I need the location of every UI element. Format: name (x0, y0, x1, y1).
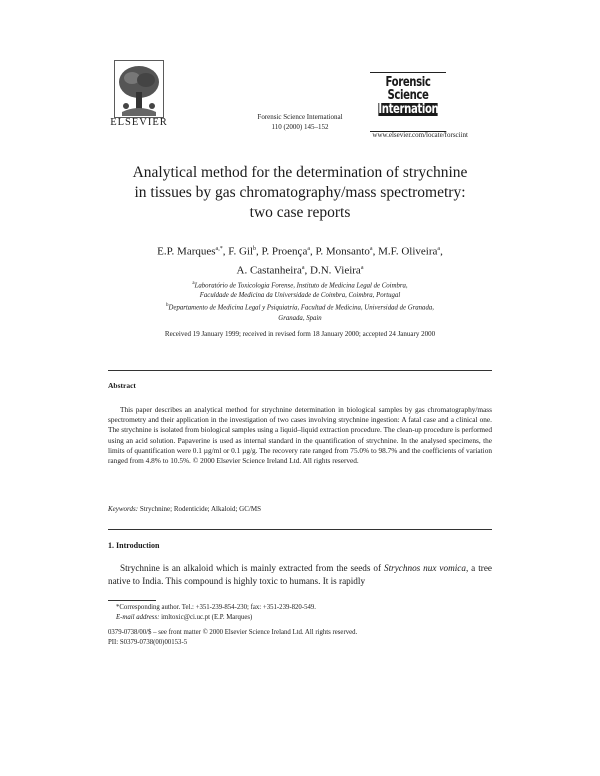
divider-top (108, 370, 492, 371)
footnote-rule (108, 600, 156, 601)
email-note: E-mail address: imltoxic@ci.uc.pt (E.P. Marques) (116, 614, 253, 621)
divider-bottom (108, 529, 492, 530)
affiliation-b-line-1: $^b$Departamento de Medicina Legal y Psiquiatría, Facultad de Medicina, Universidad de Granada, (166, 303, 434, 312)
title-line-3: two case reports (249, 204, 351, 221)
corresponding-author-note: *Corresponding author. Tel.: +351-239-854-230; fax: +351-239-820-549. (116, 604, 316, 611)
affiliation-a-line-2: Faculdade de Medicina da Universidade de Coimbra, Coimbra, Portugal (199, 292, 401, 300)
affiliation-b-line-2: Granada, Spain (278, 314, 322, 322)
copyright-block (108, 628, 492, 648)
elsevier-logo (108, 60, 170, 132)
pii-line: PII: S0379-0738(00)00153-5 (108, 639, 188, 646)
affiliation-a-line-1: $^a$Laboratório de Toxicologia Forense, Instituto de Medicina Legal de Coimbra, (192, 281, 408, 290)
keywords-label: Keywords: (108, 505, 139, 513)
article-title (90, 163, 510, 223)
journal-url[interactable]: www.elsevier.com/locate/forsciint (372, 131, 468, 139)
publisher-name: ELSEVIER (110, 117, 168, 128)
issn-line: 0379-0738/00/$ – see front matter © 2000 Elsevier Science Ireland Ltd. All rights reserved. (108, 629, 358, 636)
keywords (108, 505, 492, 513)
section-heading-introduction: 1. Introduction (108, 541, 160, 550)
email-address[interactable]: imltoxic@ci.uc.pt (E.P. Marques) (161, 614, 253, 621)
journal-name: Forensic Science International (257, 113, 343, 121)
brand-line-3: International (378, 102, 448, 117)
received-dates: Received 19 January 1999; received in revised form 18 January 2000; accepted 24 January 2000 (164, 330, 436, 338)
keywords-values: Strychnine; Rodenticide; Alkaloid; GC/MS (139, 505, 261, 513)
footnotes (108, 603, 492, 623)
brand-line-1: Forensic (385, 75, 431, 90)
title-line-1: Analytical method for the determination of strychnine (132, 164, 468, 181)
title-line-2: in tissues by gas chromatography/mass spectrometry: (134, 184, 466, 201)
tree-logo-icon (114, 60, 164, 118)
author-list (110, 241, 490, 278)
affiliations (110, 279, 490, 324)
authors-line-2: A. Castanheira$^a$, D.N. Vieira$^a$ (236, 264, 364, 277)
journal-volume: 110 (2000) 145–152 (271, 123, 329, 131)
journal-brand-logo (370, 72, 446, 132)
authors-line-1: E.P. Marques$^{a,*}$, F. Gil$^b$, P. Proença$^a$, P. Monsanto$^a$, M.F. Oliveira$^a$, (157, 245, 443, 258)
brand-line-2: Science (387, 88, 429, 103)
introduction-text: Strychnine is an alkaloid which is mainly extracted from the seeds of Strychnos nux vomica, a tree native to India. This compound is highly toxic to humans. It is rapidly (108, 563, 492, 586)
abstract-heading: Abstract (108, 381, 136, 390)
abstract-text: This paper describes an analytical method for strychnine determination in biological samples by gas chromatography/mass spectrometry and their application in the investigation of two cases involving strychnine ingestion: A fatal case and a clinical one. The strychnine is isolated from biological samples using a liquid–liquid extraction procedure. The clean-up procedure is performed using an acid solution. Papaverine is used as internal standard in the quantification of strychnine. In the analysed specimens, the limits of quantification were 0.1 µg/ml or 0.1 µg/g. The recovery rate ranged from 75.0% to 98.7% and the coefficients of variation ranged from 4.8% to 10.5%. © 2000 Elsevier Science Ireland Ltd. All rights reserved. (108, 405, 492, 466)
